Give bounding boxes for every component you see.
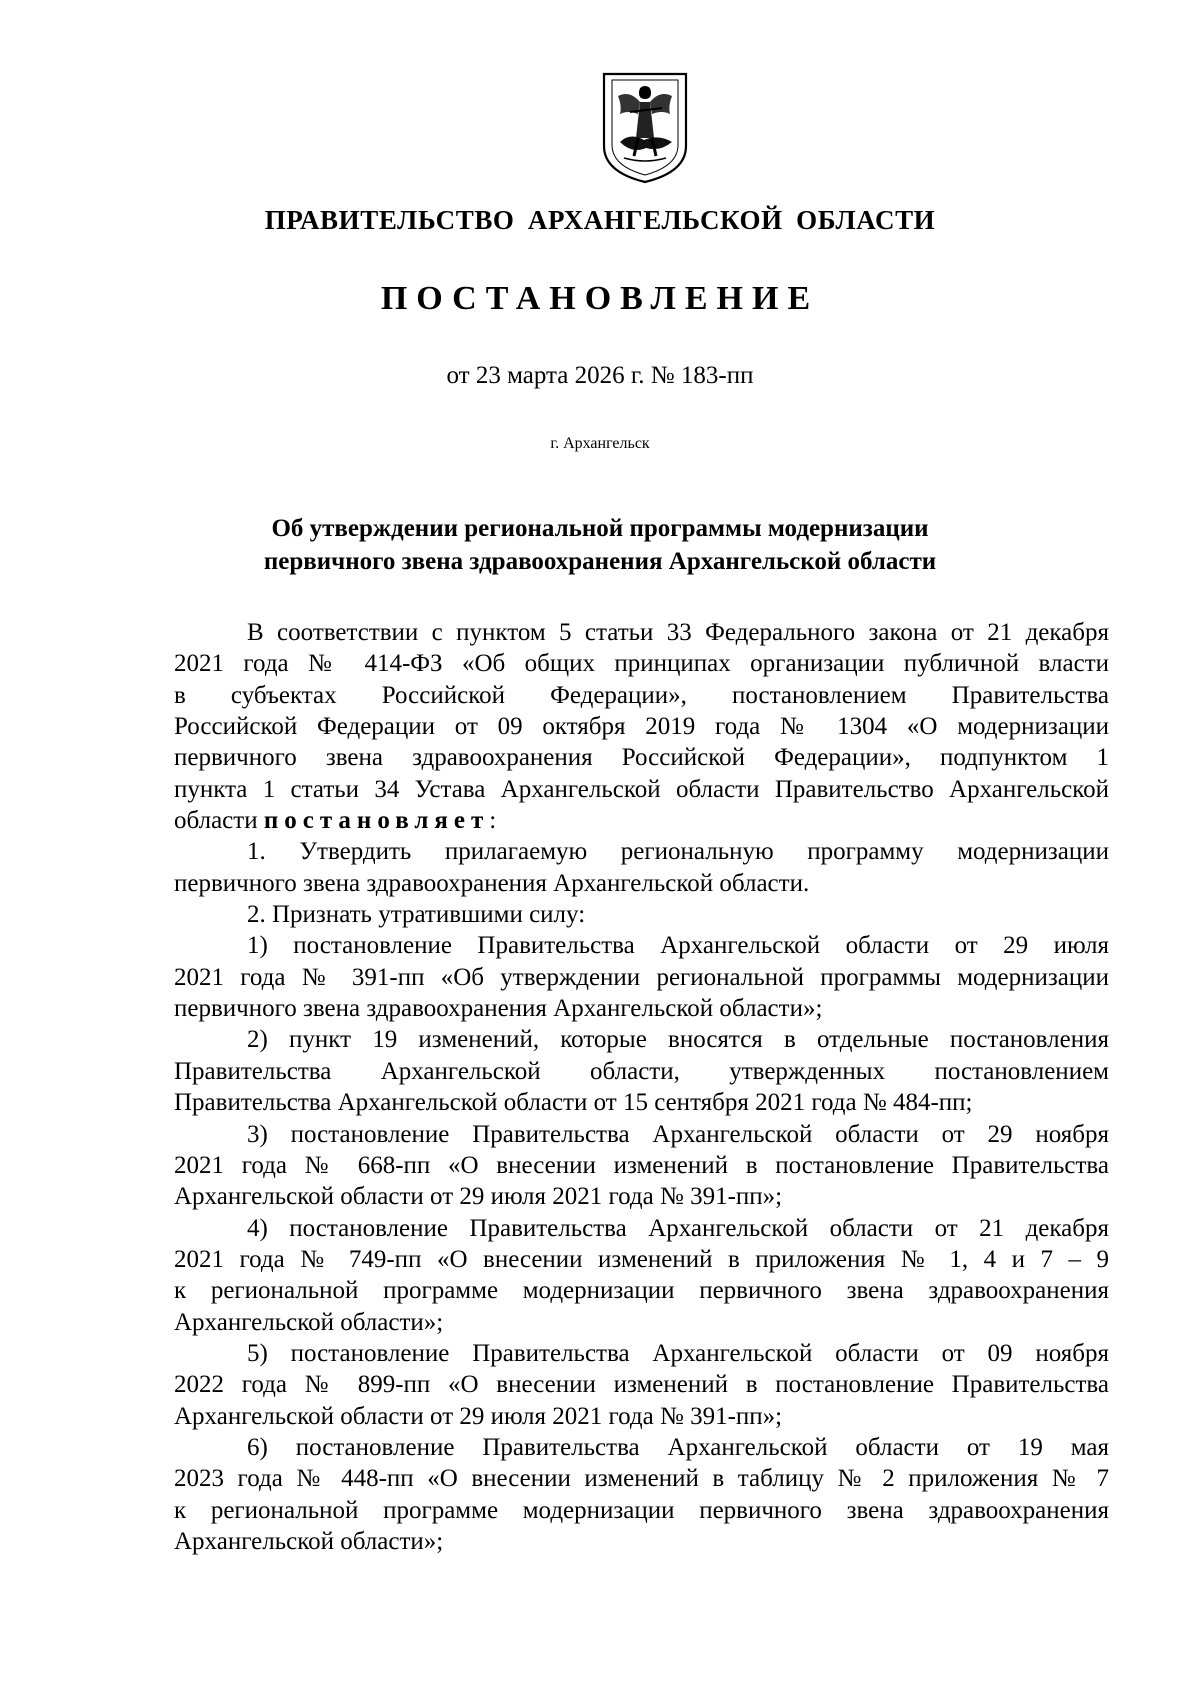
title-line: первичного звена здравоохранения Архангельской области xyxy=(263,548,937,575)
body-line: 1) постановление Правительства Архангельской области от 29 июля xyxy=(247,932,1109,960)
body-line: Архангельской области от 29 июля 2021 года № 391-пп»; xyxy=(174,1183,783,1211)
body-line: 1. Утвердить прилагаемую региональную программу модернизации xyxy=(247,838,1109,866)
government-name: ПРАВИТЕЛЬСТВО АРХАНГЕЛЬСКОЙ ОБЛАСТИ xyxy=(264,205,936,235)
body-line: 2021 года № 668-пп «О внесении изменений в постановление Правительства xyxy=(174,1151,1109,1179)
body-line: Архангельской области от 29 июля 2021 года № 391-пп»; xyxy=(174,1402,783,1430)
body-line: в субъектах Российской Федерации», постановлением Правительства xyxy=(174,681,1109,709)
date-and-number: от 23 марта 2026 г. № 183-пп xyxy=(446,362,754,389)
body-line: к региональной программе модернизации первичного звена здравоохранения xyxy=(174,1496,1109,1524)
body-line: Архангельской области»; xyxy=(174,1308,444,1336)
body-line: к региональной программе модернизации первичного звена здравоохранения xyxy=(174,1277,1109,1305)
body-line: первичного звена здравоохранения Российской Федерации», подпунктом 1 xyxy=(174,744,1109,772)
resolves-word: постановляет xyxy=(263,807,490,835)
title-line: Об утверждении региональной программы модернизации xyxy=(271,515,929,542)
body-line xyxy=(174,805,1109,836)
body-line: первичного звена здравоохранения Архангельской области»; xyxy=(174,995,823,1023)
body-line: 4) постановление Правительства Архангельской области от 21 декабря xyxy=(247,1214,1109,1242)
document-title xyxy=(0,512,1200,578)
body-text: области xyxy=(174,807,258,835)
body-line: Российской Федерации от 09 октября 2019 года № 1304 «О модернизации xyxy=(174,713,1109,741)
document-body xyxy=(174,617,1109,1557)
body-line: 5) постановление Правительства Архангельской области от 09 ноября xyxy=(247,1339,1109,1367)
body-line: 6) постановление Правительства Архангельской области от 19 мая xyxy=(247,1433,1109,1461)
body-line: Правительства Архангельской области от 15 сентября 2021 года № 484-пп; xyxy=(174,1089,973,1117)
body-line: 2. Признать утратившими силу: xyxy=(247,901,586,929)
body-line: 2021 года № 414-ФЗ «Об общих принципах организации публичной власти xyxy=(174,650,1109,678)
coat-of-arms-icon xyxy=(600,68,690,186)
body-line: пункта 1 статьи 34 Устава Архангельской области Правительство Архангельской xyxy=(174,775,1109,803)
body-line: 2023 года № 448-пп «О внесении изменений в таблицу № 2 приложения № 7 xyxy=(174,1465,1109,1493)
body-line: 2) пункт 19 изменений, которые вносятся в отдельные постановления xyxy=(247,1026,1109,1054)
body-line: 3) постановление Правительства Архангельской области от 29 ноября xyxy=(247,1120,1109,1148)
document-type: ПОСТАНОВЛЕНИЕ xyxy=(380,280,820,317)
city: г. Архангельск xyxy=(550,435,650,452)
body-line: Правительства Архангельской области, утвержденных постановлением xyxy=(174,1057,1109,1085)
body-line: 2021 года № 749-пп «О внесении изменений в приложения № 1, 4 и 7 – 9 xyxy=(174,1245,1109,1273)
body-line: 2022 года № 899-пп «О внесении изменений в постановление Правительства xyxy=(174,1371,1109,1399)
body-line: В соответствии с пунктом 5 статьи 33 Федерального закона от 21 декабря xyxy=(247,619,1109,646)
colon: : xyxy=(489,807,497,835)
body-line: 2021 года № 391-пп «Об утверждении региональной программы модернизации xyxy=(174,963,1109,991)
body-line: первичного звена здравоохранения Архангельской области. xyxy=(174,869,810,897)
body-line: Архангельской области»; xyxy=(174,1527,444,1555)
